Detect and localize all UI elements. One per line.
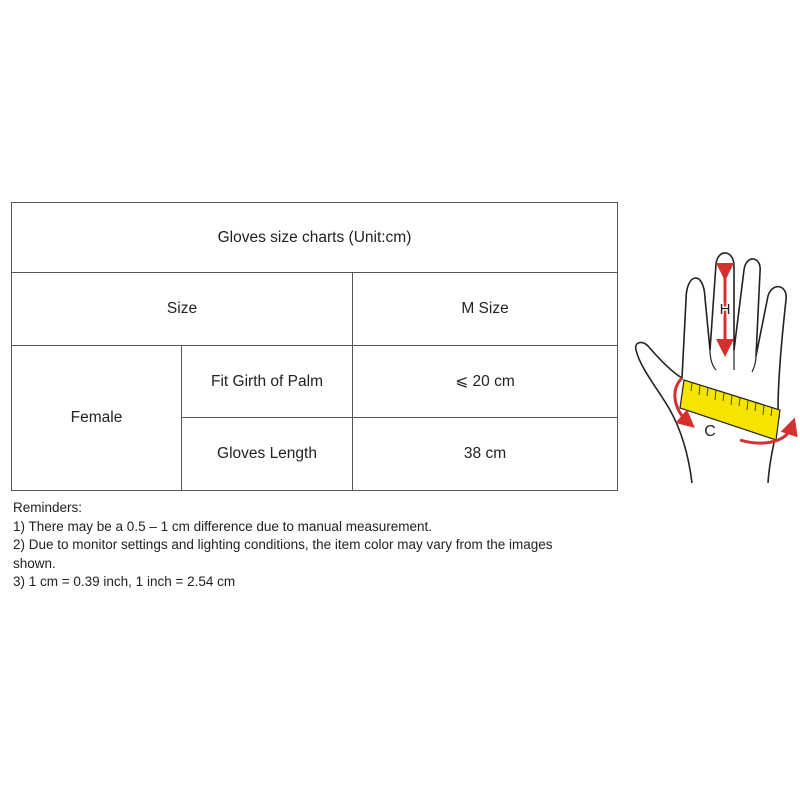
reminder-item: 3) 1 cm = 0.39 inch, 1 inch = 2.54 cm [13, 574, 236, 589]
reminder-item: 1) There may be a 0.5 – 1 cm difference due to manual measurement. [13, 518, 432, 534]
reminders-heading: Reminders: [13, 500, 83, 515]
height-label: H [719, 301, 731, 318]
palm-girth-value: ⩽ 20 cm [353, 346, 618, 418]
gloves-length-value: 38 cm [353, 418, 618, 491]
size-chart-table [11, 202, 618, 491]
size-value-cell: M Size [353, 273, 618, 346]
palm-girth-label: Fit Girth of Palm [182, 346, 353, 418]
hand-measurement-diagram [630, 250, 800, 490]
size-label-cell: Size [12, 273, 353, 346]
gender-cell: Female [12, 346, 182, 491]
reminder-item: 2) Due to monitor settings and lighting conditions, the item color may vary from the images shown. [13, 537, 553, 571]
girth-label: C [704, 423, 716, 440]
reminders-block [13, 499, 593, 592]
hand-outline [636, 253, 786, 483]
table-title: Gloves size charts (Unit:cm) [12, 203, 618, 273]
gloves-length-label: Gloves Length [182, 418, 353, 491]
